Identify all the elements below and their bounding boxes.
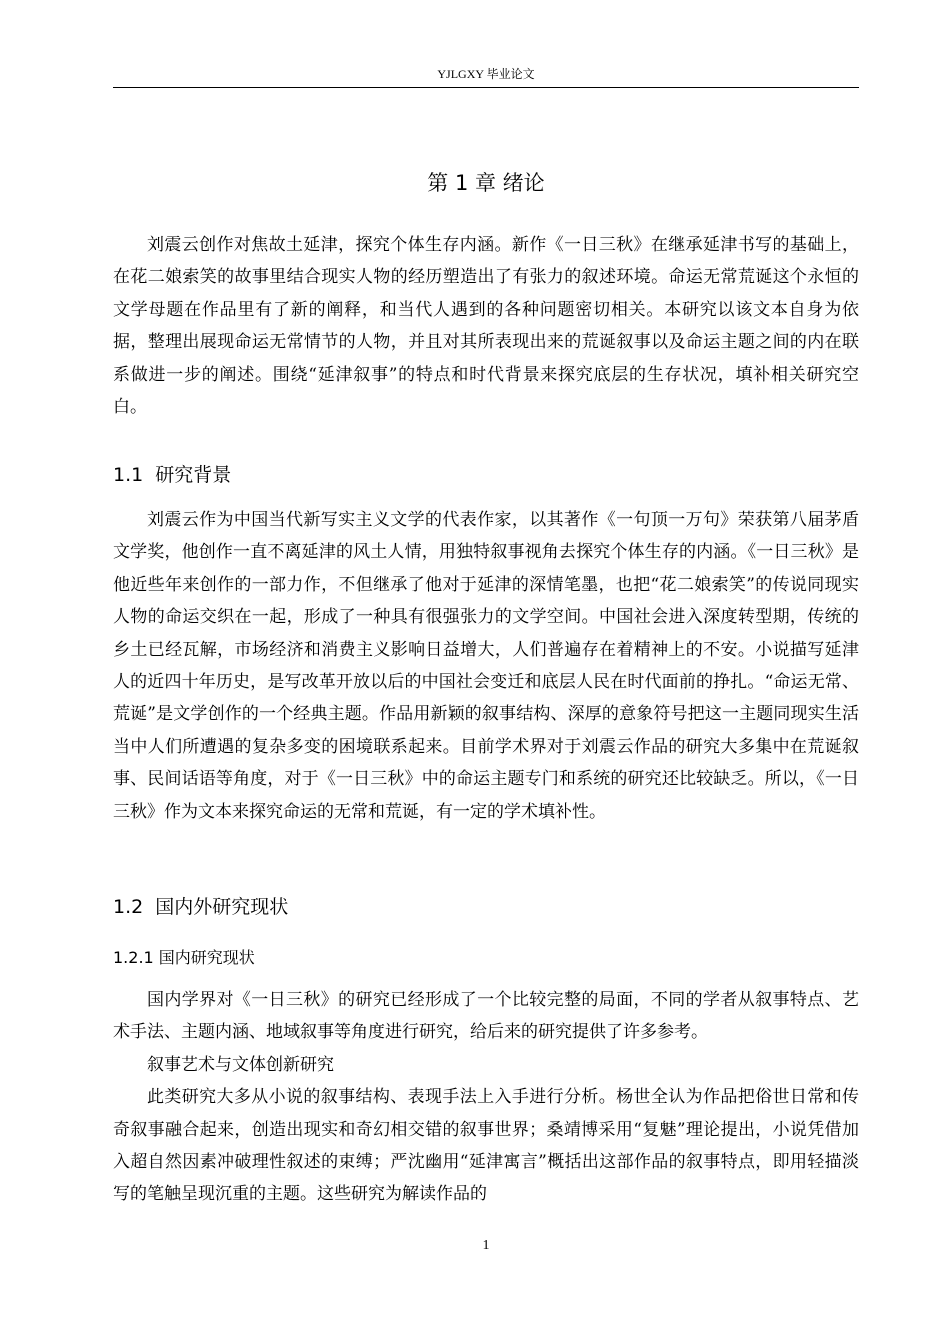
page-header: YJLGXY 毕业论文 (437, 67, 535, 81)
page-number: 1 (482, 1238, 490, 1253)
section-number: 1.1 (113, 464, 144, 486)
research-topic-subheading: 叙事艺术与文体创新研究 (147, 1054, 334, 1075)
section-title: 国内外研究现状 (155, 896, 289, 918)
section-heading-1-2 (113, 893, 288, 921)
narrative-research-paragraph: 此类研究大多从小说的叙事结构、表现手法上入手进行分析。杨世全认为作品把俗世日常和传奇叙事融合起来，创造出现实和奇幻相交错的叙事世界；桑靖博采用“复魅”理论提出，小说凭借加入超自然因素冲破理性叙述的束缚；严沈幽用“延津寓言”概括出这部作品的叙事特点，即用轻描淡写的笔触呈现沉重的主题。这些研究为解读作品的 (113, 1087, 859, 1205)
background-paragraph: 刘震云作为中国当代新写实主义文学的代表作家，以其著作《一句顶一万句》荣获第八届茅盾文学奖，他创作一直不离延津的风土人情，用独特叙事视角去探究个体生存的内涵。《一日三秋》是他近些年来创作的一部力作，不但继承了他对于延津的深情笔墨，也把“花二娘索笑”的传说同现实人物的命运交织在一起，形成了一种具有很强张力的文学空间。中国社会进入深度转型期，传统的乡土已经瓦解，市场经济和消费主义影响日益增大，人们普遍存在着精神上的不安。小说描写延津人的近四十年历史，是写改革开放以后的中国社会变迁和底层人民在时代面前的挣扎。“命运无常、荒诞”是文学创作的一个经典主题。作品用新颖的叙事结构、深厚的意象符号把这一主题同现实生活当中人们所遭遇的复杂多变的困境联系起来。目前学术界对于刘震云作品的研究大多集中在荒诞叙事、民间话语等角度，对于《一日三秋》中的命运主题专门和系统的研究还比较缺乏。所以，《一日三秋》作为文本来探究命运的无常和荒诞，有一定的学术填补性。 (113, 510, 859, 822)
header-divider (113, 87, 859, 88)
chapter-title: 第 1 章 绪论 (427, 171, 545, 195)
domestic-research-paragraph: 国内学界对《一日三秋》的研究已经形成了一个比较完整的局面，不同的学者从叙事特点、艺术手法、主题内涵、地域叙事等角度进行研究，给后来的研究提供了许多参考。 (113, 990, 859, 1043)
background-paragraph-block (113, 504, 859, 828)
section-title: 研究背景 (155, 464, 232, 486)
subsection-heading-1-2-1: 1.2.1 国内研究现状 (113, 948, 255, 967)
section-number: 1.2 (113, 896, 144, 918)
intro-paragraph: 刘震云创作对焦故土延津，探究个体生存内涵。新作《一日三秋》在继承延津书写的基础上，在花二娘索笑的故事里结合现实人物的经历塑造出了有张力的叙述环境。命运无常荒诞这个永恒的文学母题在作品里有了新的阐释，和当代人遇到的各种问题密切相关。本研究以该文本自身为依据，整理出展现命运无常情节的人物，并且对其所表现出来的荒诞叙事以及命运主题之间的内在联系做进一步的阐述。围绕“延津叙事”的特点和时代背景来探究底层的生存状况，填补相关研究空白。 (113, 235, 859, 418)
domestic-research-block (113, 984, 859, 1211)
intro-paragraph-block (113, 229, 859, 423)
section-heading-1-1 (113, 461, 231, 489)
